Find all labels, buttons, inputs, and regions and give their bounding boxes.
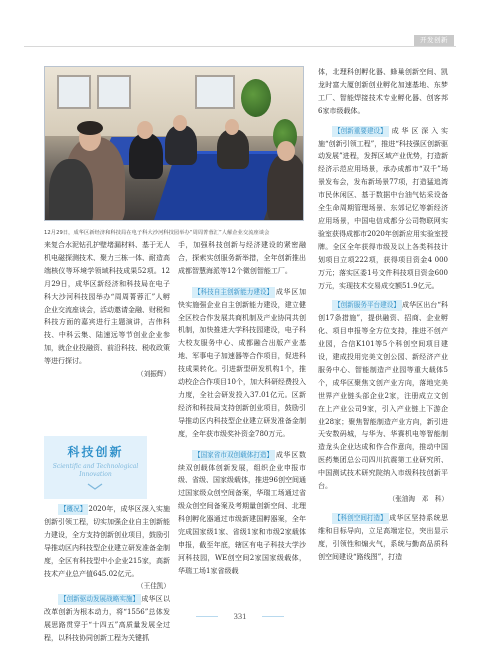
photo-caption: 12月29日，成华区新经济和科技局在电子科大沙河科技园举办“周周菁蓉汇”人解企业交流座谈会 — [44, 230, 270, 236]
paragraph-text: 成华区深入实施“创新引领工程”，推进“科技强区创新驱动发展”进程，发挥区域产业优势，打造新经济示范应用场景，承办成都市“双千”场景发布会，发布新场景77项，打造猛追湾市民休闲区、基于数据中台油气钻采设备全生命周期管理场景、东郊记忆等新经济应用场景，中国电信成都分公司物联网实验室获得成都市2020年创新应用实验室授牌。全区全年获得市级及以上各类科技计划项目立项222项，获得项目资金4 000万元；落实区委1号文件科技项目资金600万元，实现技术交易成交额51.9亿元。 — [318, 126, 448, 290]
photo-window — [57, 75, 91, 109]
author-signature: （刘振辉） — [137, 370, 170, 379]
paragraph-text: 2020年，成华区深入实施创新引领工程，切实加强企业自主创新能力建设，全方支持创新创业项目，鼓励引导推动区内科技型企业建立研发准备金制度，全区有科技型中小企业215家，高新技术产业总产值645.02亿元。 — [44, 505, 170, 578]
photo-face — [225, 119, 239, 135]
paragraph: 体，北理科创孵化器、蜂巢创新空间、凯龙时富大厦创新创业孵化加速基地、东梦工厂、智能焊接技术专业孵化器、创客邦6家市级载体。 — [318, 68, 448, 115]
author-signature: （王佳凯） — [137, 582, 170, 591]
section-label: 【科创空间打造】 — [334, 513, 387, 522]
photo-window — [195, 75, 235, 109]
photo-hair — [77, 121, 103, 135]
banner-subtitle — [44, 463, 147, 478]
chevron-down-icon — [87, 483, 103, 491]
right-column — [318, 66, 448, 564]
section-label: 【概况】 — [60, 505, 87, 513]
paragraph — [318, 125, 448, 293]
paragraph: 手，加强科技创新与经济建设的紧密融合，探索实创服务新举措，全年创新推出成都智慧海派等12个微创智能工厂。 — [178, 241, 306, 275]
paragraph — [178, 449, 306, 578]
section-label: 【科技自主创新能力建设】 — [194, 287, 274, 296]
paragraph — [318, 299, 448, 493]
paragraph-text: 成华区加快实施强企业自主创新能力建设，建立健全区校合作发展共商机制及产业协同共创机制，加快推进大学科技园建设，电子科大校友服务中心、成都融合出版产业基地、军事电子加速器等合作项目，促进科技成果转化。引进新型研发机构1个，推动校企合作项目10个，加大科研经费投入力度，全社会研发投入37.01亿元。区新经济和科技局支持创新创业项目，鼓励引导推动区内科技型企业建立研发准备金制度，全年获市级奖补资金780万元。 — [178, 287, 306, 438]
banner-subtitle-line: Innovation — [79, 470, 112, 478]
photo-person — [217, 129, 249, 169]
section-label: 【国家省市双创载体打造】 — [194, 450, 274, 459]
banner-subtitle-line: Scientific and Technological — [52, 463, 139, 470]
section-banner — [44, 436, 147, 499]
photo-window — [97, 75, 131, 109]
footer-rule-right — [262, 616, 284, 617]
paragraph-text: 成华区坚持系统思维和目标导向，立足高端定位，突出显示度，引领性和煽火气，系统与勤高品质科创空间建设“路线图”，打造 — [318, 513, 448, 561]
paragraph-text: 成华区数续双创载体创新发展，组织企业申报市级、省级、国家级载体，推进96创空间通过国家级众创空间备案，华瑞工场通过省级众创空间备案及考期量创新空间、北理科创孵化器通过市级新建国孵器案，全年完成国家级1家、省级1家和市级2家载体申报，截至年底，辖区有电子科技大学沙河科技园，WE创空间2家国家级载体，华瑞工场1家省级载 — [178, 450, 306, 575]
left-column-bottom — [44, 503, 170, 645]
photo-face — [137, 121, 153, 139]
paragraph: 来复合水泥钻孔护壁堵漏材料、基于无人机电磁探测技术、聚力三栋一体、耐造高端核仪等环境学领域科技成果52项。12月29日，成华区新经济和科技局在电子科大沙河科技园举办“周周菁蓉汇”人孵企业交流座谈会，活动邀请金融、财税和科技方面的嘉宾进行主题演讲，吉伟科技、中科云集、陆速远等节创业企业参加，就企业投融资、前沿科技、税收政策等进行探讨。 — [44, 241, 170, 366]
section-label: 【创新驱动发展战略实施】 — [60, 595, 140, 604]
paragraph-text: 成华区以改革创新为根本动力，将“1556”总体发展思路贯穿于“十四五”高质量发展全过程，以科技协同创新工程为关键抓 — [44, 595, 170, 643]
middle-column — [178, 239, 306, 578]
paragraph — [318, 512, 448, 564]
paragraph-text: 成华区出台“科创17条措施”，提供融资、招商、企业孵化、项目申报等全方位支持，推进不创产业园，合信K101等5个科创空间项目建设，建成投用完美文创公园、新经济产业服务中心、智能制造产业园等重大载体5个，成华区聚焦文创产业方向，落地完美世界产业链头部企业2家，注册成立文创在上产业公司9家，引入产业链上下游企业28家；聚焦智能制造产业方向，新引进天安数码城，与华为、华赛机电等智能制造龙头企业达成和作合作意向，推动中国医药集团总公司四川抗震第工业研究所、中国测试技术研究院纳入市级科技创新平台。 — [318, 301, 448, 491]
event-photo — [44, 66, 304, 221]
photo-face — [173, 115, 187, 131]
page-number: 331 — [233, 611, 247, 621]
photo-person — [49, 159, 93, 221]
section-label: 【创新服务平台建设】 — [334, 301, 400, 310]
left-column-top — [44, 239, 170, 381]
photo-person — [165, 125, 197, 165]
photo-person — [129, 133, 163, 179]
photo-plant — [241, 79, 271, 117]
banner-title: 科技创新 — [67, 445, 124, 459]
section-tag: 开发创新 — [414, 35, 454, 46]
author-signature: （张油淘 邓 科） — [388, 495, 448, 503]
photo-face — [277, 141, 295, 161]
paragraph — [178, 286, 306, 441]
section-label: 【创新重要建设】 — [334, 126, 387, 135]
photo-person — [267, 153, 304, 221]
header-rule — [24, 46, 456, 47]
paragraph — [44, 503, 170, 580]
